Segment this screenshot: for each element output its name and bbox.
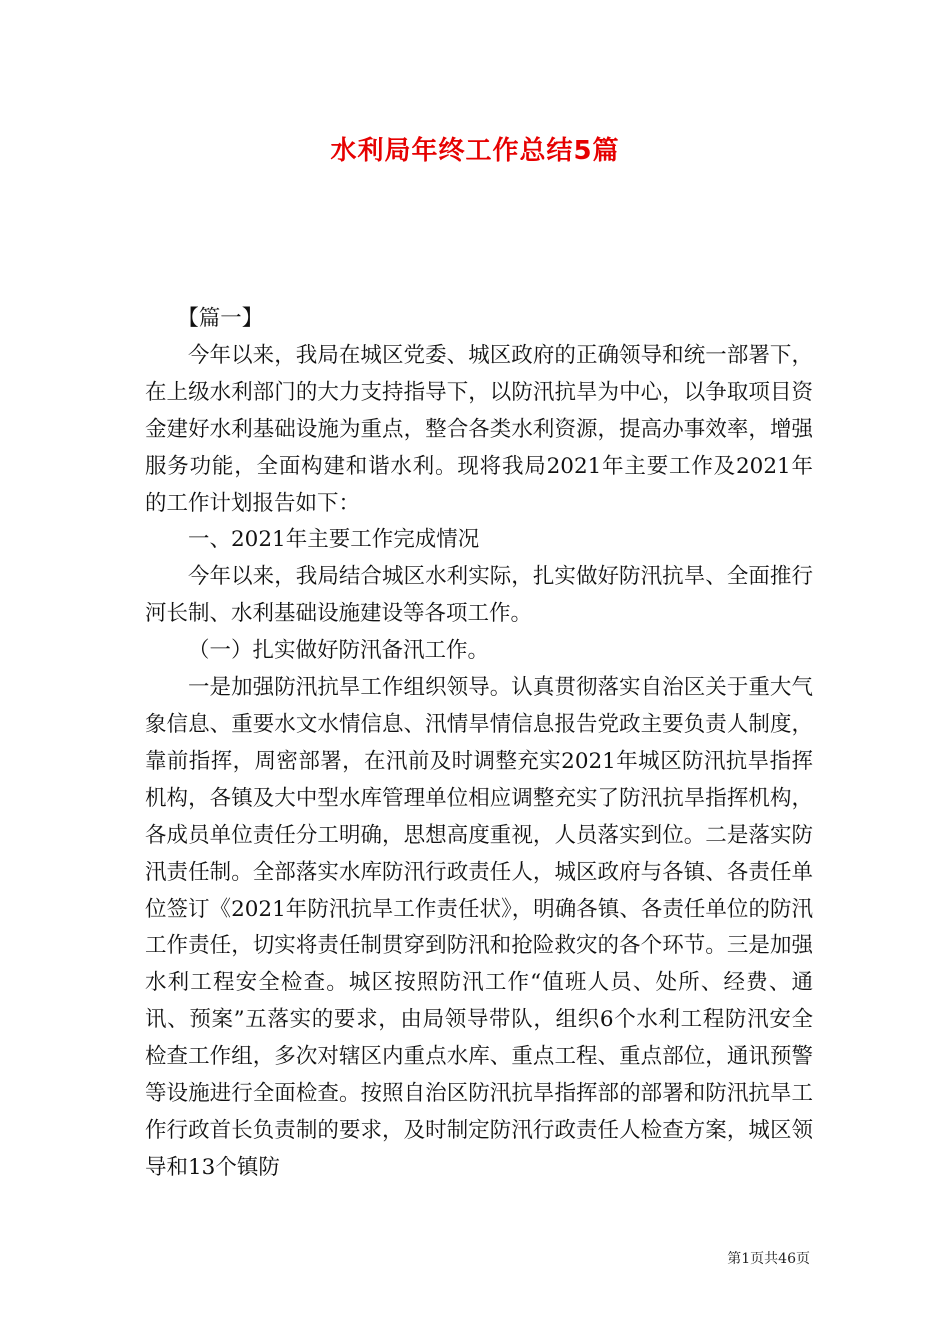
document-body xyxy=(145,301,813,1187)
paragraph-summary: 今年以来，我局结合城区水利实际，扎实做好防汛抗旱、全面推行河长制、水利基础设施建设等各项工作。 xyxy=(145,564,813,627)
subheading-flood-prep: （一）扎实做好防汛备汛工作。 xyxy=(188,638,490,664)
page-number: 第1页共46页 xyxy=(727,1251,810,1267)
paragraph-intro: 今年以来，我局在城区党委、城区政府的正确领导和统一部署下，在上级水利部门的大力支持指导下，以防汛抗旱为中心，以争取项目资金建好水利基础设施为重点，整合各类水利资源，提高办事效率，增强服务功能，全面构建和谐水利。现将我局2021年主要工作及2021年的工作计划报告如下： xyxy=(145,342,813,516)
paragraph-flood-details: 一是加强防汛抗旱工作组织领导。认真贯彻落实自治区关于重大气象信息、重要水文水情信息、汛情旱情信息报告党政主要负责人制度，靠前指挥，周密部署，在汛前及时调整充实2021年城区防汛抗旱指挥机构，各镇及大中型水库管理单位相应调整充实了防汛抗旱指挥机构，各成员单位责任分工明确，思想高度重视，人员落实到位。二是落实防汛责任制。全部落实水库防汛行政责任人，城区政府与各镇、各责任单位签订《2021年防汛抗旱工作责任状》，明确各镇、各责任单位的防汛工作责任，切实将责任制贯穿到防汛和抢险救灾的各个环节。三是加强水利工程安全检查。城区按照防汛工作“值班人员、处所、经费、通讯、预案”五落实的要求，由局领导带队，组织6个水利工程防汛安全检查工作组，多次对辖区内重点水库、重点工程、重点部位，通讯预警等设施进行全面检查。按照自治区防汛抗旱指挥部的部署和防汛抗旱工作行政首长负责制的要求，及时制定防汛行政责任人检查方案，城区领导和13个镇防 xyxy=(145,675,813,1180)
section-marker: 【篇一】 xyxy=(177,306,264,331)
heading-section-one: 一、2021年主要工作完成情况 xyxy=(188,527,480,553)
document-title: 水利局年终工作总结5篇 xyxy=(330,136,620,166)
